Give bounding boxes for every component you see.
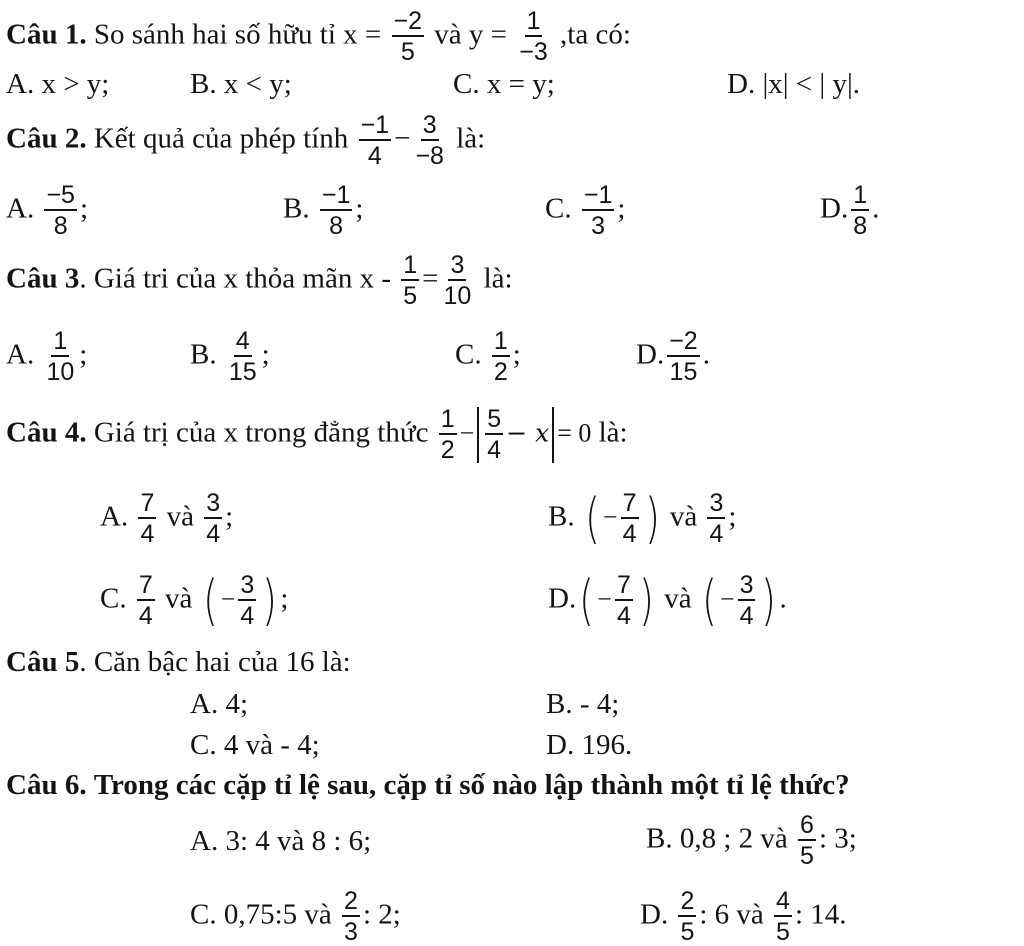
q6-option-c: C. 0,75:5 và $\frac{2}{3}$ : 2;: [190, 887, 401, 946]
question-4-stem: [6, 406, 628, 464]
q4-fraction-1: $\frac{1}{2}$: [440, 405, 455, 465]
q6-text: Trong các cặp tỉ lệ sau, cặp tỉ số nào lập thành một tỉ lệ thức?: [93, 769, 850, 801]
question-5-stem: [6, 648, 351, 677]
q2-option-c: C. $\frac{-1}{3}$ ;: [545, 181, 626, 241]
q1-option-d: D. |x| < | y|.: [727, 68, 861, 100]
question-1-label: Câu 1.: [6, 18, 87, 51]
question-1-stem: [6, 8, 631, 66]
q3-fraction-1: $\frac{1}{5}$: [403, 251, 418, 311]
q3-option-b: B. $\frac{4}{15}$ ;: [190, 327, 270, 387]
q4-fraction-2: $\frac{5}{4}$: [487, 405, 502, 465]
q4-option-c: C. $\frac{7}{4}$ và ( − $\frac{3}{4}$ ) ;: [100, 568, 289, 632]
q3-text: . Giá tri của x thỏa mãn x -: [79, 262, 391, 295]
q3-fraction-2: $\frac{3}{10}$: [443, 251, 472, 311]
q6-option-a: A. 3: 4 và 8 : 6;: [190, 825, 372, 857]
q2-text-2: là:: [456, 122, 486, 155]
q2-fraction-2: $\frac{3}{-8}$: [415, 111, 444, 171]
q4-equals-zero: = 0: [557, 418, 592, 448]
q3-option-a: A. $\frac{1}{10}$ ;: [6, 327, 88, 387]
q4-text: Giá trị của x trong đẳng thức: [93, 416, 429, 449]
q4-minus-x: − x: [506, 418, 550, 448]
q2-text: Kết quả của phép tính: [93, 122, 349, 155]
q1-option-c: C. x = y;: [453, 68, 555, 100]
q2-option-a: A. $\frac{-5}{8}$ ;: [6, 181, 89, 241]
q5-option-b: B. - 4;: [546, 688, 620, 720]
q2-minus: −: [394, 122, 411, 155]
question-5-label: Câu 5: [6, 646, 80, 678]
q6-option-b: B. 0,8 ; 2 và $\frac{6}{5}$ : 3;: [646, 811, 857, 871]
question-6-stem: [6, 771, 850, 800]
q5-text: . Căn bậc hai của 16 là:: [79, 646, 351, 678]
abs-bar-right: [552, 407, 554, 463]
q4-minus: −: [459, 418, 475, 448]
question-3-label: Câu 3: [6, 262, 80, 295]
question-2-label: Câu 2.: [6, 122, 87, 155]
q4-text-2: là:: [598, 416, 628, 449]
q4-option-d: D.( − $\frac{7}{4}$ ) và ( − $\frac{3}{4}$ ) .: [548, 568, 787, 632]
q6-option-d: D. $\frac{2}{5}$ : 6 và $\frac{4}{5}$ : 14.: [640, 887, 847, 946]
q2-fraction-1: $\frac{-1}{4}$: [360, 111, 390, 171]
q5-option-d: D. 196.: [546, 729, 633, 761]
q3-text-2: là:: [483, 262, 513, 295]
question-6-label: Câu 6.: [6, 769, 87, 801]
q4-option-b: B. ( − $\frac{7}{4}$ ) và $\frac{3}{4}$ ;: [548, 486, 737, 550]
q5-option-c: C. 4 và - 4;: [190, 729, 320, 761]
q1-option-a: A. x > y;: [6, 68, 110, 100]
q3-option-c: C. $\frac{1}{2}$ ;: [455, 327, 521, 387]
q3-equals: =: [422, 262, 439, 295]
q1-text-3: ,ta có:: [560, 18, 631, 51]
q1-option-b: B. x < y;: [190, 68, 292, 100]
question-3-stem: [6, 252, 513, 310]
q3-option-d: D. $\frac{-2}{15}$ .: [636, 327, 710, 387]
question-4-label: Câu 4.: [6, 416, 87, 449]
abs-bar-left: [477, 407, 479, 463]
q1-y-fraction: $\frac{1}{-3}$: [519, 7, 548, 67]
q1-text-2: và y =: [434, 18, 508, 51]
q2-option-b: B. $\frac{-1}{8}$ ;: [283, 181, 364, 241]
question-2-stem: [6, 112, 485, 170]
q5-option-a: A. 4;: [190, 688, 248, 720]
q1-text: So sánh hai số hữu tỉ x =: [93, 18, 382, 51]
q2-option-d: D. $\frac{1}{8}$ .: [820, 181, 880, 241]
q1-x-fraction: $\frac{-2}{5}$: [393, 7, 423, 67]
q4-option-a: A. $\frac{7}{4}$ và $\frac{3}{4}$ ;: [100, 489, 234, 549]
